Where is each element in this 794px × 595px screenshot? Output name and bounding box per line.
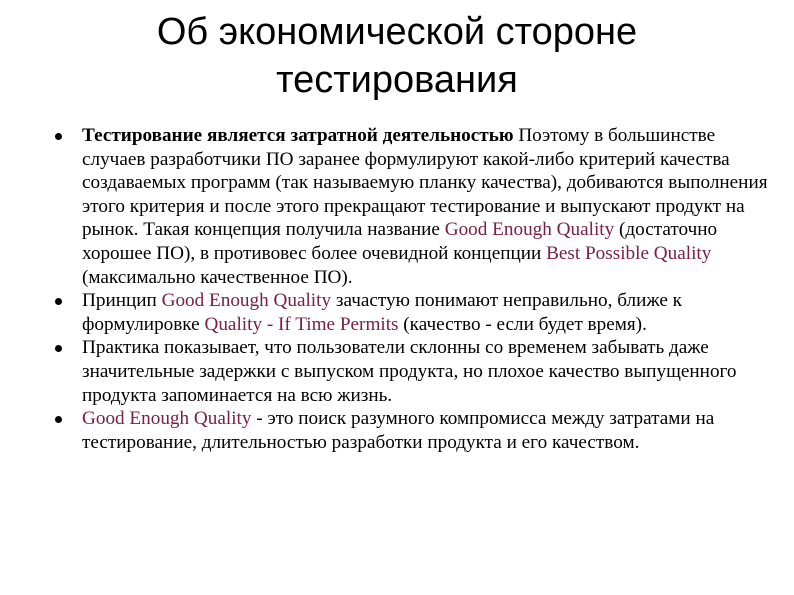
bullet-text: (достаточно хорошее ПО), в противовес более очевидной концепции [82, 219, 718, 264]
bullet-text: (максимально качественное ПО). [82, 266, 353, 288]
bullet-dot-icon [55, 133, 62, 140]
slide-title-line-2: тестирования [276, 59, 518, 101]
bullet-item-practice [50, 336, 770, 407]
bullet-text: зачастую понимают неправильно, ближе к формулировке [82, 290, 682, 335]
term-good-enough-quality: Good Enough Quality [444, 219, 615, 241]
bullet-list [50, 124, 770, 454]
term-good-enough-quality: Good Enough Quality [161, 290, 332, 312]
term-quality-if-time-permits: Quality - If Time Permits [204, 313, 399, 335]
slide-title [0, 8, 794, 104]
term-best-possible-quality: Best Possible Quality [546, 242, 712, 264]
bullet-text: (качество - если будет время). [398, 313, 647, 335]
bullet-text: Практика показывает, что пользователи склонны со временем забывать даже значительные задержки с выпуском продукта, но плохое качество выпущенного продукта запоминается на всю жизнь. [82, 337, 737, 406]
bullet-item-compromise [50, 407, 770, 454]
bullet-item-cost [50, 124, 770, 289]
bullet-text: Принцип [82, 290, 162, 312]
term-good-enough-quality: Good Enough Quality [82, 408, 252, 430]
bullet-text: Поэтому в большинстве случаев разработчики ПО заранее формулируют какой-либо критерий качества создаваемых программ (так называемую планку качества), добиваются выполнения этого критерия и после этого прекращают тестирование и выпускают продукт на рынок. Такая концепция получила название [82, 125, 768, 241]
bullet-item-principle [50, 289, 770, 336]
bullet-dot-icon [55, 416, 62, 423]
bullet-dot-icon [55, 345, 62, 352]
bullet-text: - это поиск разумного компромисса между затратами на тестирование, длительностью разработки продукта и его качеством. [82, 408, 715, 453]
bullet-bold-lead: Тестирование является затратной деятельностью [82, 125, 514, 146]
bullet-dot-icon [55, 298, 62, 305]
slide-title-line-1: Об экономической стороне [156, 11, 638, 53]
